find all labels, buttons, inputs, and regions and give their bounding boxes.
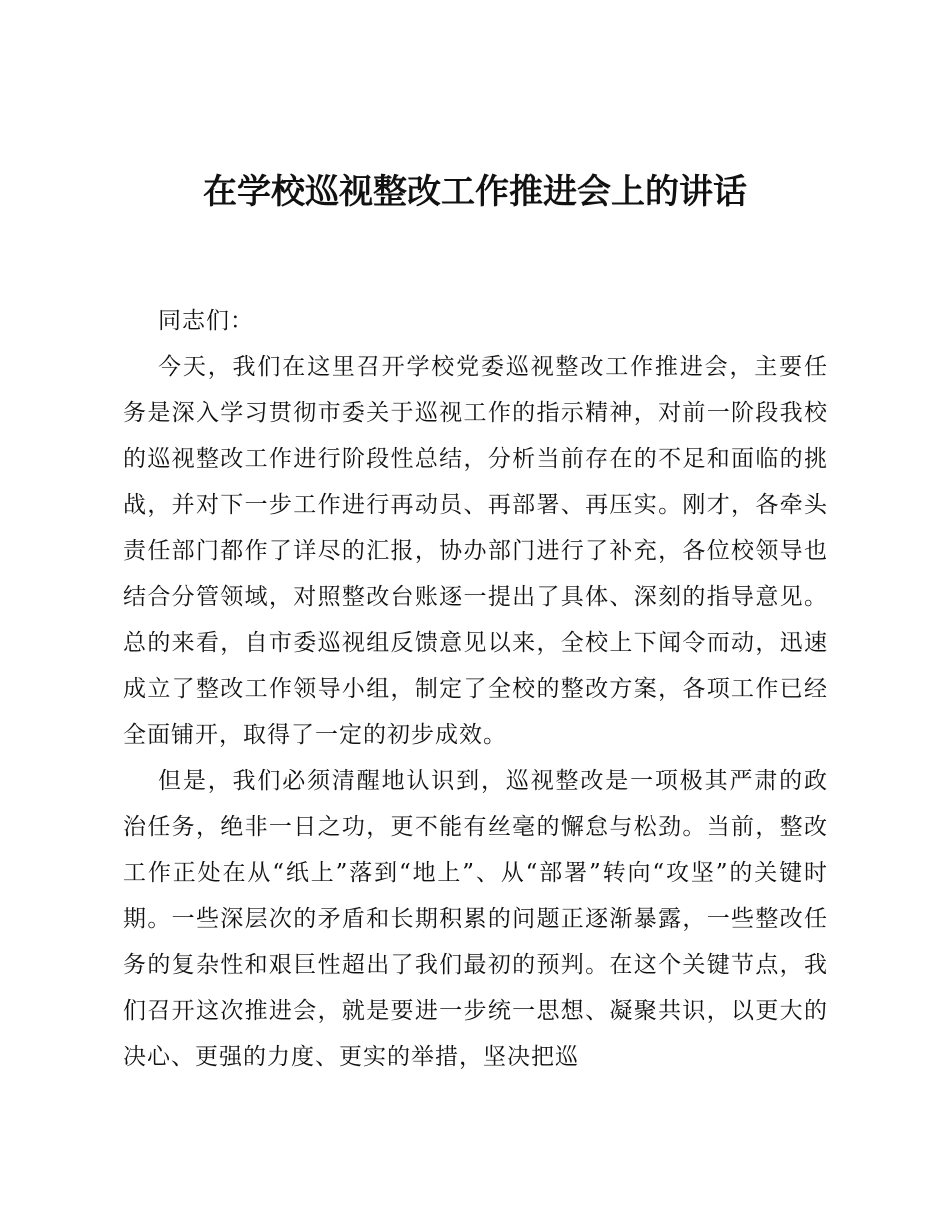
document-body: [123, 298, 828, 1080]
document-title: 在学校巡视整改工作推进会上的讲话: [203, 172, 747, 212]
salutation: 同志们：: [158, 308, 254, 334]
body-paragraph: 今天，我们在这里召开学校党委巡视整改工作推进会，主要任务是深入学习贯彻市委关于巡视工作的指示精神，对前一阶段我校的巡视整改工作进行阶段性总结，分析当前存在的不足和面临的挑战，并对下一步工作进行再动员、再部署、再压实。刚才，各牵头责任部门都作了详尽的汇报，协办部门进行了补充，各位校领导也结合分管领域，对照整改台账逐一提出了具体、深刻的指导意见。总的来看，自市委巡视组反馈意见以来，全校上下闻令而动，迅速成立了整改工作领导小组，制定了全校的整改方案，各项工作已经全面铺开，取得了一定的初步成效。: [123, 354, 828, 748]
body-paragraph: 但是，我们必须清醒地认识到，巡视整改是一项极其严肃的政治任务，绝非一日之功，更不能有丝毫的懈怠与松劲。当前，整改工作正处在从“纸上”落到“地上”、从“部署”转向“攻坚”的关键时期。一些深层次的矛盾和长期积累的问题正逐渐暴露，一些整改任务的复杂性和艰巨性超出了我们最初的预判。在这个关键节点，我们召开这次推进会，就是要进一步统一思想、凝聚共识，以更大的决心、更强的力度、更实的举措，坚决把巡: [123, 768, 828, 1070]
